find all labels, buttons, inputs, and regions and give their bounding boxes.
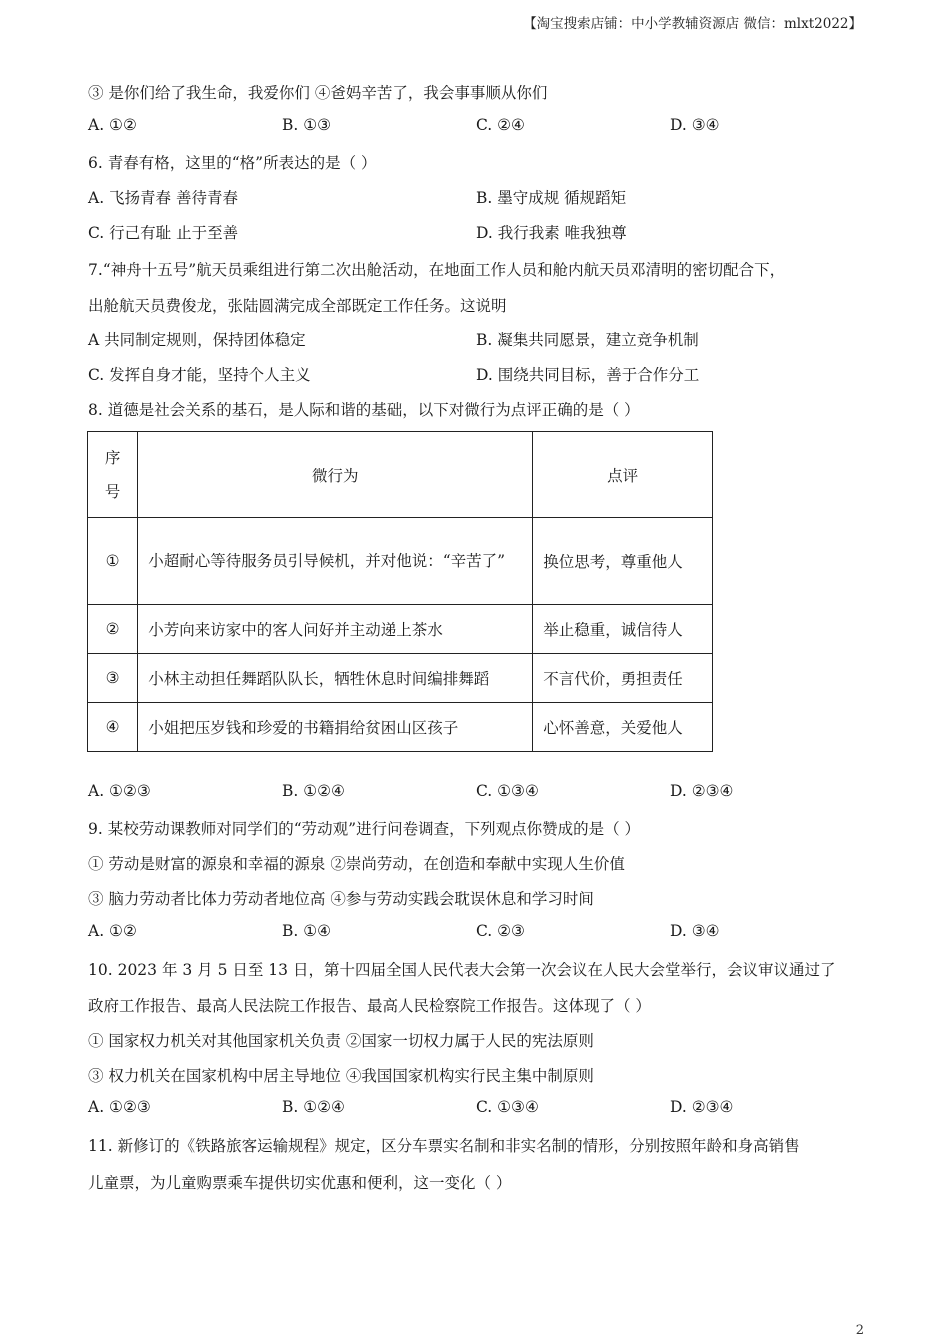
q5-option-b: B. ①③ xyxy=(282,116,332,134)
row-comment: 换位思考，尊重他人 xyxy=(533,518,713,605)
q11-stem-line-2: 儿童票，为儿童购票乘车提供切实优惠和便利，这一变化（ ） xyxy=(88,1174,512,1192)
q5-option-d: D. ③④ xyxy=(670,116,720,134)
q9-option-a: A. ①② xyxy=(88,922,137,940)
row-behavior: 小芳向来访家中的客人问好并主动递上茶水 xyxy=(138,605,533,654)
q11-stem-line-1: 11. 新修订的《铁路旅客运输规程》规定，区分车票实名制和非实名制的情形，分别按照年龄和身高销售 xyxy=(88,1137,800,1155)
q9-option-d: D. ③④ xyxy=(670,922,720,940)
q10-stem-line-1: 10. 2023 年 3 月 5 日至 13 日，第十四届全国人民代表大会第一次会议在人民大会堂举行，会议审议通过了 xyxy=(88,961,836,979)
q9-items-line-2: ③ 脑力劳动者比体力劳动者地位高 ④参与劳动实践会耽误休息和学习时间 xyxy=(88,890,594,908)
q10-option-b: B. ①②④ xyxy=(282,1098,345,1116)
q8-stem: 8. 道德是社会关系的基石，是人际和谐的基础，以下对微行为点评正确的是（ ） xyxy=(88,401,640,419)
q9-stem: 9. 某校劳动课教师对同学们的“劳动观”进行问卷调查，下列观点你赞成的是（ ） xyxy=(88,820,640,838)
q9-items-line-1: ① 劳动是财富的源泉和幸福的源泉 ②崇尚劳动，在创造和奉献中实现人生价值 xyxy=(88,855,625,873)
q8-option-d: D. ②③④ xyxy=(670,782,734,800)
q7-option-c: C. 发挥自身才能，坚持个人主义 xyxy=(88,366,311,384)
q8-behavior-table xyxy=(87,431,713,752)
q10-option-a: A. ①②③ xyxy=(88,1098,151,1116)
table-row xyxy=(88,703,713,752)
table-header-row xyxy=(88,432,713,518)
q9-option-b: B. ①④ xyxy=(282,922,332,940)
row-behavior: 小超耐心等待服务员引导候机，并对他说：“辛苦了” xyxy=(138,518,533,605)
q8-option-a: A. ①②③ xyxy=(88,782,151,800)
row-behavior: 小姐把压岁钱和珍爱的书籍捐给贫困山区孩子 xyxy=(138,703,533,752)
q9-option-c: C. ②③ xyxy=(476,922,525,940)
table-row xyxy=(88,518,713,605)
row-number: ③ xyxy=(88,654,138,703)
q6-option-b: B. 墨守成规 循规蹈矩 xyxy=(476,189,627,207)
row-number: ① xyxy=(88,518,138,605)
row-comment: 举止稳重，诚信待人 xyxy=(533,605,713,654)
q10-items-line-1: ① 国家权力机关对其他国家机关负责 ②国家一切权力属于人民的宪法原则 xyxy=(88,1032,594,1050)
q7-option-b: B. 凝集共同愿景，建立竞争机制 xyxy=(476,331,699,349)
row-comment: 心怀善意，关爱他人 xyxy=(533,703,713,752)
q10-stem-line-2: 政府工作报告、最高人民法院工作报告、最高人民检察院工作报告。这体现了（ ） xyxy=(88,997,651,1015)
q7-option-a: A 共同制定规则，保持团体稳定 xyxy=(88,331,306,349)
q10-option-d: D. ②③④ xyxy=(670,1098,734,1116)
header-behavior: 微行为 xyxy=(138,432,533,518)
q5-statement-line: ③ 是你们给了我生命，我爱你们 ④爸妈辛苦了，我会事事顺从你们 xyxy=(88,84,548,102)
source-header: 【淘宝搜索店铺：中小学教辅资源店 微信：mlxt2022】 xyxy=(523,16,862,32)
q8-option-b: B. ①②④ xyxy=(282,782,345,800)
q6-option-d: D. 我行我素 唯我独尊 xyxy=(476,224,627,242)
q6-option-a: A. 飞扬青春 善待青春 xyxy=(88,189,238,207)
page-number: 2 xyxy=(855,1323,864,1338)
header-comment: 点评 xyxy=(533,432,713,518)
q10-items-line-2: ③ 权力机关在国家机构中居主导地位 ④我国国家机构实行民主集中制原则 xyxy=(88,1067,594,1085)
q5-option-a: A. ①② xyxy=(88,116,137,134)
row-number: ④ xyxy=(88,703,138,752)
table-row xyxy=(88,605,713,654)
row-behavior: 小林主动担任舞蹈队队长，牺牲休息时间编排舞蹈 xyxy=(138,654,533,703)
q10-option-c: C. ①③④ xyxy=(476,1098,539,1116)
q6-option-c: C. 行己有耻 止于至善 xyxy=(88,224,239,242)
table-row xyxy=(88,654,713,703)
row-number: ② xyxy=(88,605,138,654)
q6-stem: 6. 青春有格，这里的“格”所表达的是（ ） xyxy=(88,154,377,172)
q7-option-d: D. 围绕共同目标，善于合作分工 xyxy=(476,366,700,384)
row-comment: 不言代价，勇担责任 xyxy=(533,654,713,703)
q7-stem-line-2: 出舱航天员费俊龙，张陆圆满完成全部既定工作任务。这说明 xyxy=(88,297,507,315)
q7-stem-line-1: 7.“神舟十五号”航天员乘组进行第二次出舱活动，在地面工作人员和舱内航天员邓清明的密切配合下， xyxy=(88,261,786,279)
q8-option-c: C. ①③④ xyxy=(476,782,539,800)
q5-option-c: C. ②④ xyxy=(476,116,525,134)
header-number: 序号 xyxy=(88,432,138,518)
